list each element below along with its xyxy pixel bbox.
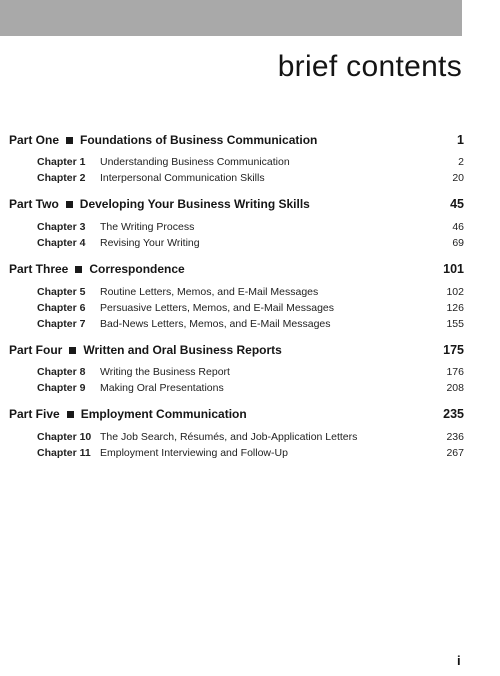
chapter-9-entry[interactable] (37, 380, 464, 395)
part-page-number: 235 (443, 407, 464, 421)
part-one-heading[interactable] (9, 131, 464, 149)
chapter-title: Employment Interviewing and Follow-Up (100, 446, 288, 459)
chapter-label: Chapter 9 (37, 381, 86, 394)
part-two-heading[interactable] (9, 195, 464, 213)
part-page-number: 101 (443, 262, 464, 276)
part-label: Part Five (9, 407, 60, 421)
chapter-page-number: 176 (446, 365, 464, 378)
chapter-3-entry[interactable] (37, 219, 464, 234)
square-bullet-icon (66, 201, 73, 208)
chapter-title: Making Oral Presentations (100, 381, 224, 394)
part-title: Employment Communication (80, 407, 247, 421)
chapter-label: Chapter 8 (37, 365, 86, 378)
chapter-page-number: 46 (452, 220, 464, 233)
square-bullet-icon (69, 347, 76, 354)
chapter-page-number: 126 (446, 301, 464, 314)
square-bullet-icon (67, 411, 74, 418)
chapter-page-number: 155 (446, 317, 464, 330)
part-label: Part One (9, 133, 60, 147)
chapter-title: Interpersonal Communication Skills (100, 171, 265, 184)
part-three-heading[interactable] (9, 260, 464, 278)
chapter-label: Chapter 4 (37, 236, 86, 249)
part-title: Correspondence (89, 262, 185, 276)
footer-page-number: i (457, 653, 461, 668)
part-five-heading[interactable] (9, 405, 464, 423)
part-label: Part Four (9, 343, 63, 357)
chapter-label: Chapter 1 (37, 155, 86, 168)
chapter-title: Bad-News Letters, Memos, and E-Mail Messages (100, 317, 331, 330)
chapter-page-number: 236 (446, 430, 464, 443)
chapter-title: Routine Letters, Memos, and E-Mail Messages (100, 285, 319, 298)
part-page-number: 175 (443, 343, 464, 357)
chapter-4-entry[interactable] (37, 235, 464, 250)
chapter-2-entry[interactable] (37, 170, 464, 185)
chapter-title: Understanding Business Communication (100, 155, 290, 168)
chapter-title: Persuasive Letters, Memos, and E-Mail Messages (100, 301, 335, 314)
part-label: Part Three (9, 262, 69, 276)
square-bullet-icon (66, 137, 73, 144)
chapter-title: The Writing Process (100, 220, 195, 233)
chapter-page-number: 2 (458, 155, 464, 168)
chapter-title: Revising Your Writing (100, 236, 200, 249)
chapter-10-entry[interactable] (37, 429, 464, 444)
part-label: Part Two (9, 197, 59, 211)
chapter-label: Chapter 7 (37, 317, 86, 330)
chapter-1-entry[interactable] (37, 154, 464, 169)
chapter-label: Chapter 3 (37, 220, 86, 233)
chapter-label: Chapter 10 (37, 430, 92, 443)
chapter-page-number: 267 (446, 446, 464, 459)
part-title: Written and Oral Business Reports (83, 343, 282, 357)
chapter-page-number: 208 (446, 381, 464, 394)
chapter-title: Writing the Business Report (100, 365, 230, 378)
chapter-label: Chapter 6 (37, 301, 86, 314)
part-title: Developing Your Business Writing Skills (79, 197, 310, 211)
chapter-page-number: 102 (446, 285, 464, 298)
square-bullet-icon (75, 266, 82, 273)
chapter-label: Chapter 5 (37, 285, 86, 298)
part-four-heading[interactable] (9, 341, 464, 359)
chapter-page-number: 69 (452, 236, 464, 249)
chapter-label: Chapter 2 (37, 171, 86, 184)
chapter-title: The Job Search, Résumés, and Job-Application Letters (100, 430, 358, 443)
chapter-5-entry[interactable] (37, 284, 464, 299)
chapter-page-number: 20 (452, 171, 464, 184)
part-page-number: 1 (457, 133, 464, 147)
chapter-8-entry[interactable] (37, 364, 464, 379)
part-page-number: 45 (450, 197, 464, 211)
chapter-6-entry[interactable] (37, 300, 464, 315)
chapter-7-entry[interactable] (37, 316, 464, 331)
chapter-11-entry[interactable] (37, 445, 464, 460)
page-title: brief contents (277, 50, 462, 83)
chapter-label: Chapter 11 (37, 446, 91, 459)
part-title: Foundations of Business Communication (80, 133, 318, 147)
